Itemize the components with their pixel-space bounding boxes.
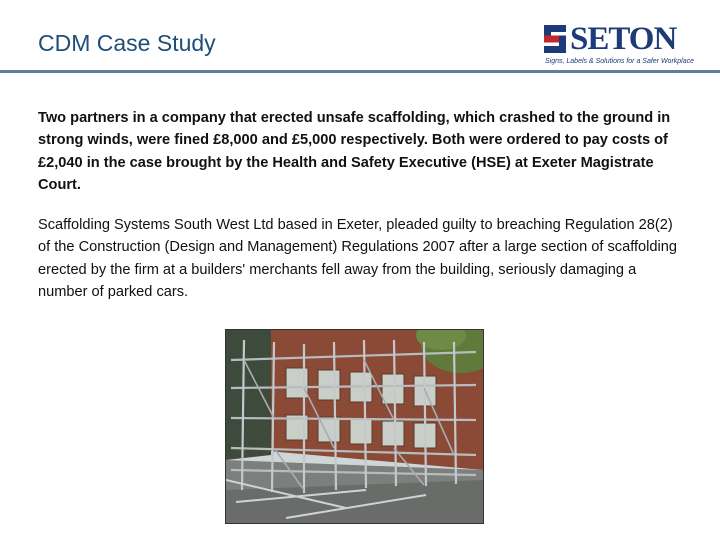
header-divider <box>0 70 720 73</box>
logo-mark-icon <box>543 23 569 55</box>
summary-paragraph: Two partners in a company that erected unsafe scaffolding, which crashed to the ground in strong winds, were fined £8,000 and £5,000 respectively. Both were ordered to pay costs of £2,040 in the case brought by the Health and Safety Executive (HSE) at Exeter Magistrate Court. <box>38 110 671 193</box>
detail-paragraph: Scaffolding Systems South West Ltd based in Exeter, pleaded guilty to breaching Regulation 28(2) of the Construction (Design and Management) Regulations 2007 after a large section of scaffolding erected by the firm at a builders' merchants fell away from the building, seriously damaging a number of parked cars. <box>38 217 677 300</box>
slide-title: CDM Case Study <box>38 30 216 56</box>
logo-brand-text: SETON <box>570 21 677 57</box>
scaffolding-photo <box>225 329 484 524</box>
logo-tagline: Signs, Labels & Solutions for a Safer Workplace <box>545 58 695 65</box>
seton-logo <box>543 22 708 68</box>
logo-wordmark <box>543 22 676 56</box>
